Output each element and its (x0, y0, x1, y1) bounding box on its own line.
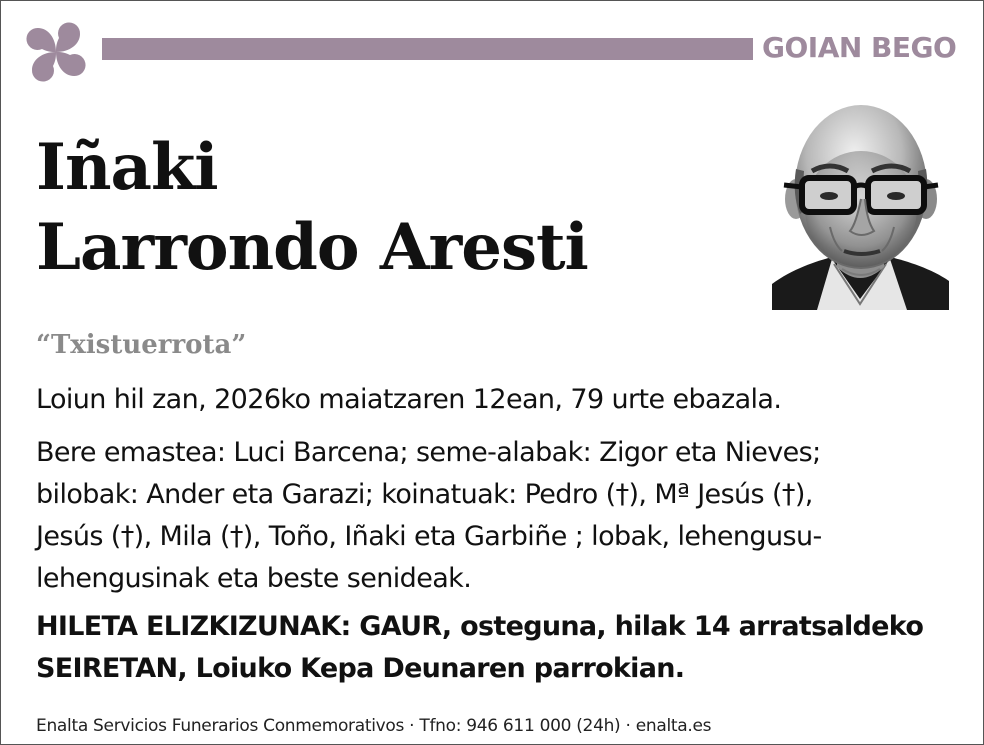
header-bar (102, 38, 753, 60)
surnames: Larrondo Aresti (36, 210, 588, 285)
family-line: Jesús (†), Mila (†), Toño, Iñaki eta Garbiñe ; lobak, lehengusu- (36, 521, 822, 552)
family-line: Bere emastea: Luci Barcena; seme-alabak: Zigor eta Nieves; (36, 437, 821, 468)
death-announcement: Loiun hil zan, 2026ko maiatzaren 12ean, 79 urte ebazala. (36, 384, 782, 415)
header-title: GOIAN BEGO (762, 31, 957, 64)
funeral-line: SEIRETAN, Loiuko Kepa Deunaren parrokian. (36, 653, 685, 684)
footer-credits: Enalta Servicios Funerarios Conmemorativos · Tfno: 946 611 000 (24h) · enalta.es (36, 716, 712, 736)
nickname: “Txistuerrota” (36, 330, 247, 360)
funeral-line: HILETA ELIZKIZUNAK: GAUR, osteguna, hilak 14 arratsaldeko (36, 611, 924, 642)
portrait-photo (772, 99, 949, 310)
funeral-notice (36, 606, 966, 690)
deceased-name (36, 128, 588, 288)
family-line: lehengusinak eta beste senideak. (36, 563, 472, 594)
family-list (36, 432, 956, 600)
family-line: bilobak: Ander eta Garazi; koinatuak: Pedro (†), Mª Jesús (†), (36, 479, 813, 510)
lauburu-icon (18, 14, 94, 90)
first-name: Iñaki (36, 130, 218, 205)
